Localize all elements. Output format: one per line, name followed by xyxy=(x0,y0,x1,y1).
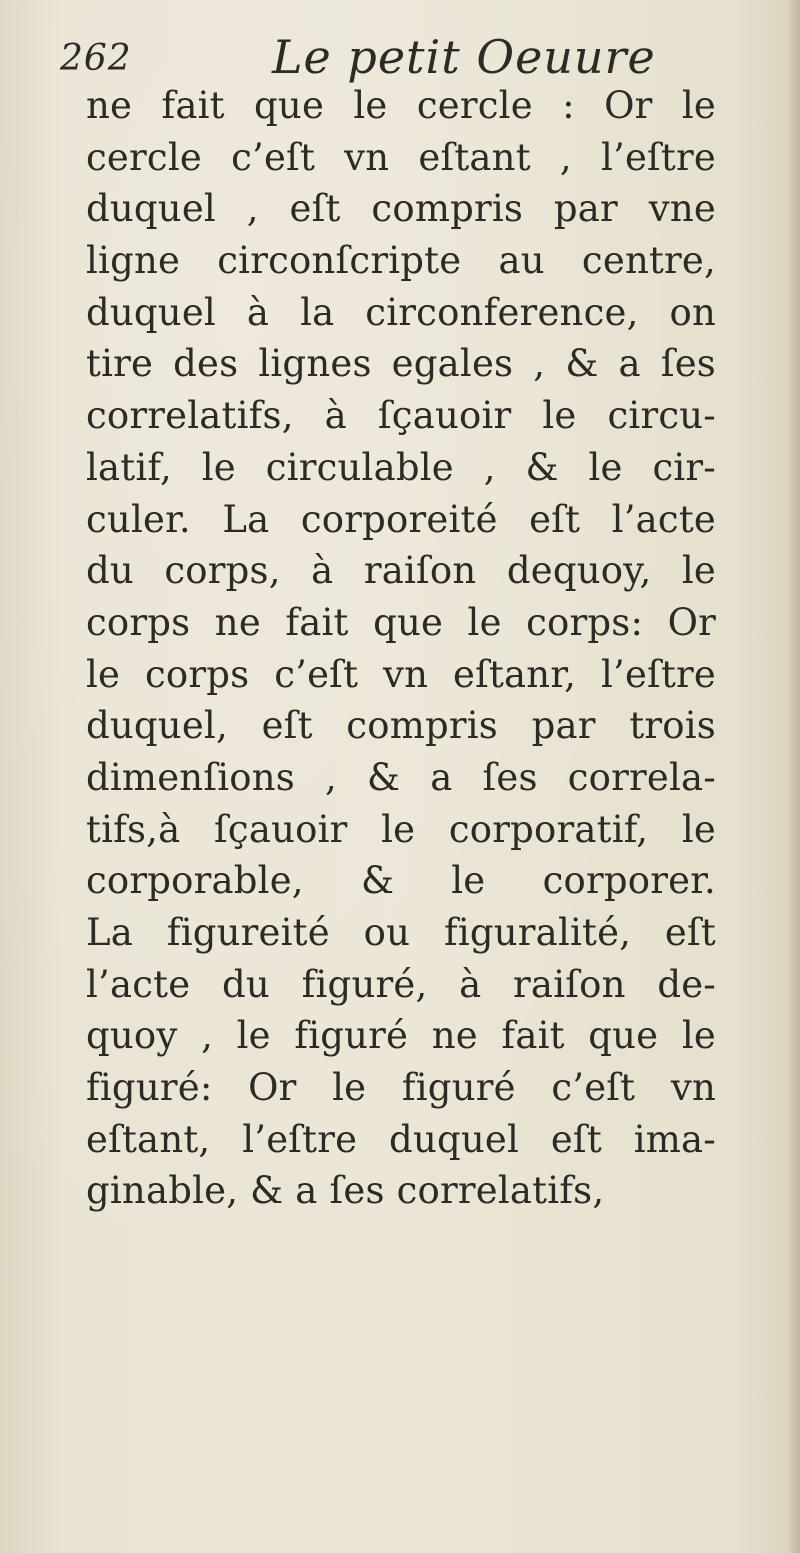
text-line: corps ne fait que le corps: Or xyxy=(86,600,716,644)
text-line: La figureité ou figuralité, eſt xyxy=(86,911,716,954)
text-line: culer. La corporeité eſt l’acte xyxy=(86,497,716,541)
text-line: dimenſions , & a ſes correla- xyxy=(86,755,716,799)
text-line: duquel , eſt compris par vne xyxy=(86,187,716,231)
page-number: 262 xyxy=(60,38,132,79)
text-line: tifs,à ſçauoir le corporatif, le xyxy=(86,807,716,851)
body-text xyxy=(86,80,716,1217)
text-line: eſtant, l’eſtre duquel eſt ima- xyxy=(86,1117,716,1161)
text-line: du corps, à raiſon dequoy, le xyxy=(86,549,716,593)
text-line: cercle c’eſt vn eſtant , l’eſtre xyxy=(86,135,716,179)
text-line: tire des lignes egales , & a ſes xyxy=(86,342,716,386)
text-line: quoy , le figuré ne fait que le xyxy=(86,1014,716,1058)
text-line: correlatifs, à ſçauoir le circu- xyxy=(86,394,716,438)
text-line: ginable, & a ſes correlatifs, xyxy=(86,1169,605,1213)
text-line: le corps c’eſt vn eſtanr, l’eſtre xyxy=(86,652,716,696)
text-line: l’acte du figuré, à raiſon de- xyxy=(86,962,716,1006)
running-title: Le petit Oeuure xyxy=(272,30,656,84)
text-line: figuré: Or le figuré c’eſt vn xyxy=(86,1066,716,1110)
text-line: corporable, & le corporer. xyxy=(86,859,716,903)
text-line: latif, le circulable , & le cir- xyxy=(86,445,716,489)
text-line: ligne circonſcripte au centre, xyxy=(86,239,716,283)
page-edge-shadow xyxy=(786,0,800,1553)
text-line: ne fait que le cercle : Or le xyxy=(86,84,716,127)
text-line: duquel, eſt compris par trois xyxy=(86,704,716,748)
text-line: duquel à la circonference, on xyxy=(86,290,716,334)
